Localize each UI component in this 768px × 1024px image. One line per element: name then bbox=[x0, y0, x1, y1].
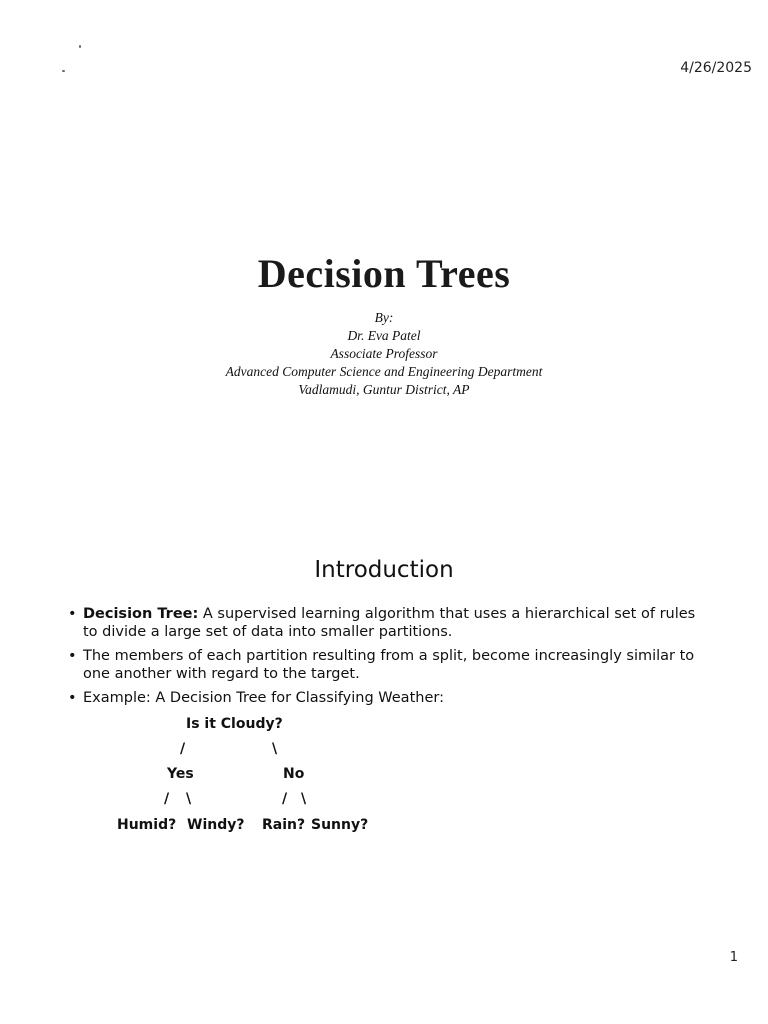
author-position: Associate Professor bbox=[330, 346, 438, 361]
section-heading: Introduction bbox=[314, 557, 454, 583]
tree-no-branch-right: \ bbox=[301, 791, 307, 807]
author-name: Dr. Eva Patel bbox=[347, 328, 421, 343]
tree-leaf-sunny: Sunny? bbox=[311, 817, 369, 833]
bullet-text: The members of each partition resulting from a split, become increasingly similar to one another with regard to the target. bbox=[83, 648, 695, 682]
bullet-dot: • bbox=[68, 648, 77, 664]
by-label: By: bbox=[374, 310, 394, 325]
bullet-dot: • bbox=[68, 606, 77, 622]
tree-node-no: No bbox=[283, 766, 305, 782]
tree-leaf-humid: Humid? bbox=[117, 817, 177, 833]
bullet-term: Decision Tree: bbox=[83, 606, 199, 622]
page-number: 1 bbox=[729, 950, 738, 965]
author-department: Advanced Computer Science and Engineering Department bbox=[225, 364, 543, 379]
bullet-text: A supervised learning algorithm that uses a hierarchical set of rules to divide a large set of data into smaller partitions. bbox=[83, 606, 696, 640]
tree-leaf-windy: Windy? bbox=[187, 817, 245, 833]
tree-yes-branch-left: / bbox=[164, 791, 170, 807]
slide-date: 4/26/2025 bbox=[680, 60, 752, 76]
slide-title: Decision Trees bbox=[257, 251, 511, 296]
author-location: Vadlamudi, Guntur District, AP bbox=[298, 382, 470, 397]
tree-no-branch-left: / bbox=[282, 791, 288, 807]
tree-root: Is it Cloudy? bbox=[186, 716, 283, 732]
bullet-text: Example: A Decision Tree for Classifying Weather: bbox=[83, 690, 444, 706]
tree-branch-right: \ bbox=[272, 741, 278, 757]
tree-node-yes: Yes bbox=[167, 766, 194, 782]
bullet-dot: • bbox=[68, 690, 77, 706]
tree-yes-branch-right: \ bbox=[186, 791, 192, 807]
tree-branch-left: / bbox=[180, 741, 186, 757]
tree-leaf-rain: Rain? bbox=[262, 817, 306, 833]
